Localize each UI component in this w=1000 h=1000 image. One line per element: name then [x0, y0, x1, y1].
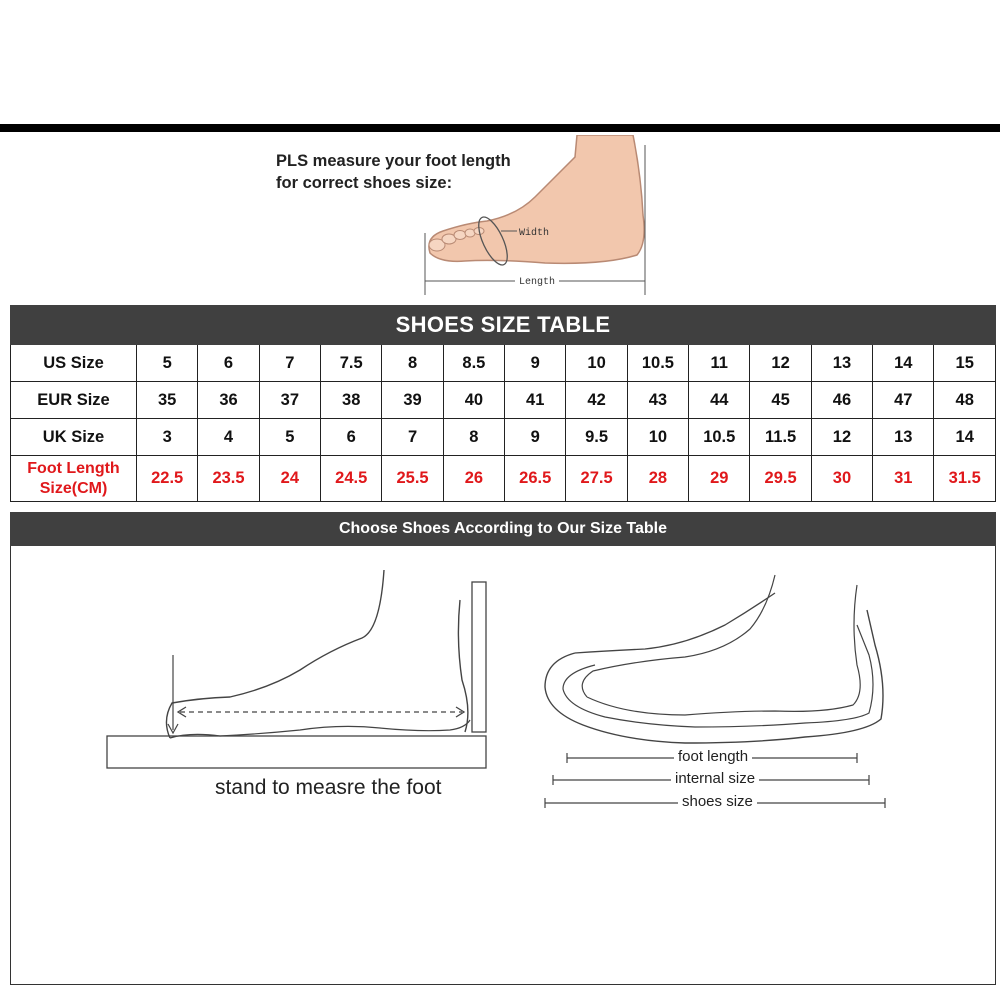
- table-cell: 38: [321, 382, 382, 419]
- table-cell: 13: [811, 345, 872, 382]
- foot-on-board-illustration: [100, 570, 500, 770]
- table-cell: 11: [689, 345, 750, 382]
- table-cell: 11.5: [750, 419, 811, 456]
- table-cell: 29.5: [750, 456, 811, 502]
- table-row-eur: [11, 382, 996, 419]
- size-guide-banner: Choose Shoes According to Our Size Table: [10, 512, 996, 546]
- table-cell: 41: [505, 382, 566, 419]
- foot-icon: [429, 135, 644, 263]
- table-cell: 10.5: [689, 419, 750, 456]
- table-cell: 26.5: [505, 456, 566, 502]
- table-cell: 3: [137, 419, 198, 456]
- width-label: Width: [519, 228, 550, 239]
- table-cell: 36: [198, 382, 259, 419]
- table-cell: 39: [382, 382, 443, 419]
- table-cell: 46: [811, 382, 872, 419]
- table-cell: 48: [934, 382, 996, 419]
- table-cell: 10: [627, 419, 688, 456]
- table-cell: 7: [259, 345, 320, 382]
- table-cell: 15: [934, 345, 996, 382]
- table-cell: 8: [382, 345, 443, 382]
- foot-length-legend: foot length: [674, 748, 752, 765]
- table-cell: 37: [259, 382, 320, 419]
- table-cell: 7.5: [321, 345, 382, 382]
- row-label-eur: EUR Size: [11, 382, 137, 419]
- table-cell: 43: [627, 382, 688, 419]
- size-table-title: SHOES SIZE TABLE: [11, 306, 996, 345]
- table-cell: 44: [689, 382, 750, 419]
- table-cell: 24: [259, 456, 320, 502]
- instruction-line-1: PLS measure your foot length: [276, 152, 511, 170]
- table-cell: 5: [259, 419, 320, 456]
- table-cell: 9: [505, 345, 566, 382]
- shoe-size-table: [10, 305, 996, 502]
- table-cell: 27.5: [566, 456, 627, 502]
- table-cell: 30: [811, 456, 872, 502]
- table-cell: 47: [873, 382, 934, 419]
- table-cell: 13: [873, 419, 934, 456]
- foot-outline-icon: [166, 570, 384, 738]
- table-cell: 42: [566, 382, 627, 419]
- foot-measurement-illustration: [405, 135, 665, 300]
- foot-length-label: Foot Length: [27, 459, 120, 477]
- table-cell: 45: [750, 382, 811, 419]
- table-row-foot-length: [11, 456, 996, 502]
- table-cell: 26: [443, 456, 504, 502]
- table-cell: 28: [627, 456, 688, 502]
- shoes-size-legend: shoes size: [678, 793, 757, 810]
- table-cell: 5: [137, 345, 198, 382]
- table-cell: 8: [443, 419, 504, 456]
- table-cell: 4: [198, 419, 259, 456]
- table-cell: 29: [689, 456, 750, 502]
- table-cell: 9.5: [566, 419, 627, 456]
- table-cell: 10.5: [627, 345, 688, 382]
- table-cell: 31: [873, 456, 934, 502]
- internal-size-legend: internal size: [671, 770, 759, 787]
- table-cell: 8.5: [443, 345, 504, 382]
- table-cell: 9: [505, 419, 566, 456]
- foot-length-unit-label: Size(CM): [39, 479, 108, 497]
- table-cell: 10: [566, 345, 627, 382]
- table-cell: 6: [198, 345, 259, 382]
- table-cell: 23.5: [198, 456, 259, 502]
- table-cell: 35: [137, 382, 198, 419]
- instruction-line-2: for correct shoes size:: [276, 174, 453, 192]
- top-divider: [0, 124, 1000, 132]
- table-cell: 6: [321, 419, 382, 456]
- table-cell: 14: [873, 345, 934, 382]
- table-cell: 24.5: [321, 456, 382, 502]
- table-cell: 25.5: [382, 456, 443, 502]
- table-row-uk: [11, 419, 996, 456]
- table-cell: 12: [811, 419, 872, 456]
- table-cell: 40: [443, 382, 504, 419]
- table-row-us: [11, 345, 996, 382]
- length-label: Length: [519, 277, 556, 288]
- table-cell: 31.5: [934, 456, 996, 502]
- table-cell: 22.5: [137, 456, 198, 502]
- table-cell: 12: [750, 345, 811, 382]
- row-label-uk: UK Size: [11, 419, 137, 456]
- table-cell: 14: [934, 419, 996, 456]
- row-label-foot-length: [11, 456, 137, 502]
- measure-caption: stand to measre the foot: [215, 776, 442, 799]
- table-cell: 7: [382, 419, 443, 456]
- row-label-us: US Size: [11, 345, 137, 382]
